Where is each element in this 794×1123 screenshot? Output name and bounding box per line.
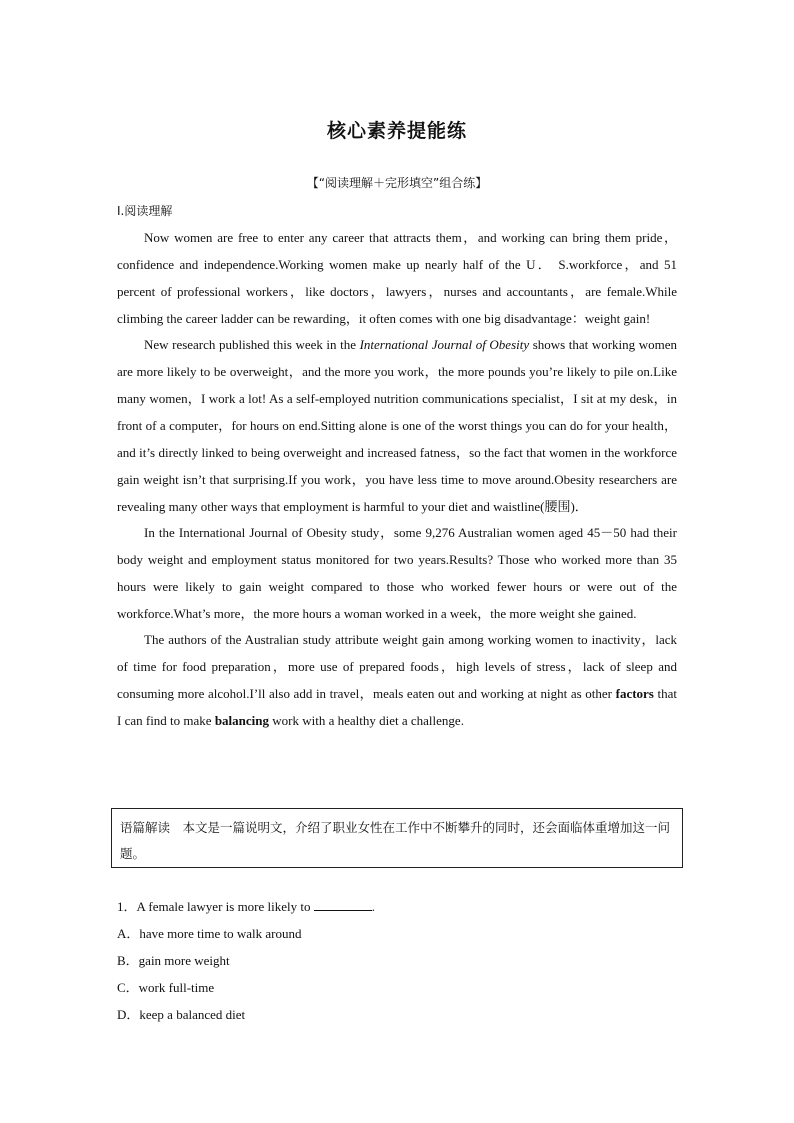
option-c: C．work full-time	[117, 980, 215, 995]
paragraph-2-text-b: shows that working women are more likely to be overweight，and the more you work，the more pounds you’re likely to pile on.Like many women，I work a lot! As a self-employed nutrition communications specialist，I sit at my desk，in front of a computer，for hours on end.Sitting alone is one of the worst things you can do for your health，and it’s directly linked to being overweight and increased fatness，so the fact that women in the workforce gain weight isn’t that surprising.If you work，you have less time to move around.Obesity researchers are revealing many other ways that employment is harmful to your diet and waistline(腰围)．	[117, 337, 677, 514]
paragraph-2-text-a: New research published this week in the	[144, 337, 360, 352]
paragraph-2	[117, 331, 677, 520]
page-title: 核心素养提能练	[326, 120, 467, 142]
paragraph-4-text-c: work with a healthy diet a challenge.	[269, 713, 464, 728]
answer-blank	[314, 896, 372, 911]
question-1	[117, 893, 375, 1028]
section-heading: Ⅰ.阅读理解	[117, 204, 173, 218]
question-stem-text: 1．A female lawyer is more likely to	[117, 899, 314, 914]
bold-word-factors: factors	[615, 686, 654, 701]
passage-analysis-box: 语篇解读 本文是一篇说明文，介绍了职业女性在工作中不断攀升的同时，还会面临体重增加这一问题。	[111, 808, 683, 868]
paragraph-4	[117, 626, 677, 734]
paragraph-4-text-a: The authors of the Australian study attribute weight gain among working women to inactivity，lack of time for food preparation，more use of prepared foods，high levels of stress，lack of sleep and consuming more alcohol.I’ll also add in travel，meals eaten out and working at night as other	[117, 632, 677, 701]
reading-passage	[117, 224, 677, 734]
paragraph-1: Now women are free to enter any career that attracts them，and working can bring them pride，confidence and independence.Working women make up nearly half of the U． S.workforce，and 51 percent of professional workers，like doctors，lawyers，nurses and accountants，are female.While climbing the career ladder can be rewarding，it often comes with one big disadvantage：weight gain!	[117, 230, 677, 326]
option-b: B．gain more weight	[117, 953, 230, 968]
option-d: D．keep a balanced diet	[117, 1007, 246, 1022]
question-stem	[117, 893, 375, 920]
option-a: A．have more time to walk around	[117, 926, 302, 941]
exercise-subtitle: 【“阅读理解＋完形填空”组合练】	[306, 176, 488, 190]
journal-title-italic: International Journal of Obesity	[359, 337, 530, 352]
paragraph-3: In the International Journal of Obesity study，some 9,276 Australian women aged 45－50 had their body weight and employment status monitored for two years.Results? Those who worked more than 35 hours were likely to gain weight compared to those who worked fewer hours or were out of the workforce.What’s more，the more hours a woman worked in a week，the more weight she gained.	[117, 525, 677, 621]
bold-word-balancing: balancing	[214, 713, 270, 728]
question-stem-end: .	[371, 899, 376, 914]
paragraph-4-text-b: that I can find to make	[117, 686, 677, 728]
